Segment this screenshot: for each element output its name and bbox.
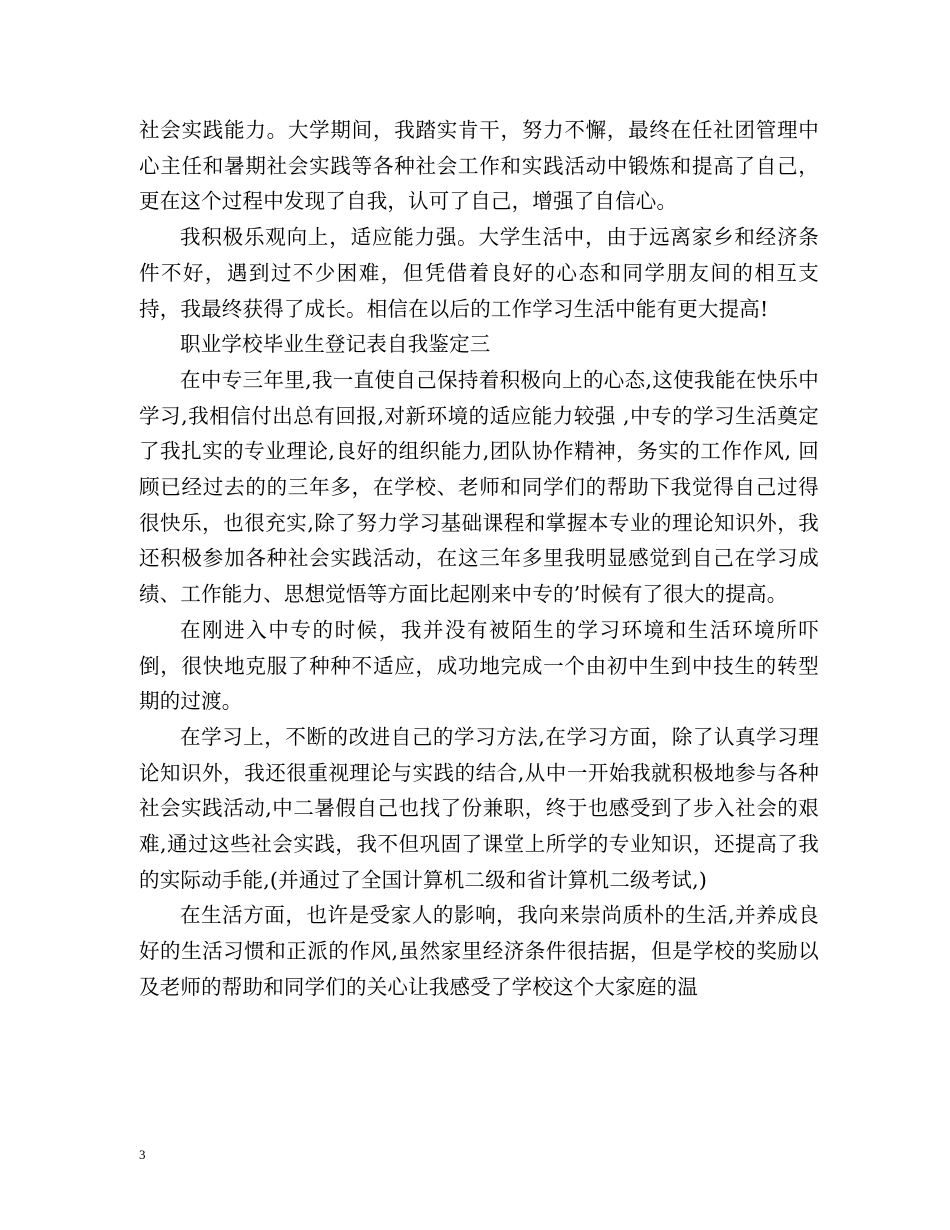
page-number: 3 — [139, 1147, 146, 1162]
paragraph-1: 社会实践能力。大学期间，我踏实肯干，努力不懈，最终在任社团管理中心主任和暑期社会实践等各种社会工作和实践活动中锻炼和提高了自己，更在这个过程中发现了自我，认可了自己，增强了自信心。 — [139, 118, 819, 214]
body-text — [139, 113, 819, 1006]
paragraph-3: 在中专三年里,我一直使自己保持着积极向上的心态,这使我能在快乐中学习,我相信付出总有回报,对新环境的适应能力较强 ,中专的学习生活奠定了我扎实的专业理论,良好的组织能力,团队协作精神，务实的工作作风, 回顾已经过去的的三年多，在学校、老师和同学们的帮助下我觉得自己过得很快乐，也很充实,除了努力学习基础课程和掌握本专业的理论知识外，我还积极参加各种社会实践活动，在这三年多里我明显感觉到自己在学习成绩、工作能力、思想觉悟等方面比起刚来中专的’时候有了很大的提高。 — [139, 367, 819, 607]
paragraph-5: 在学习上，不断的改进自己的学习方法,在学习方面，除了认真学习理论知识外，我还很重视理论与实践的结合,从中一开始我就积极地参与各种社会实践活动,中二暑假自己也找了份兼职，终于也感受到了步入社会的艰难,通过这些社会实践，我不但巩固了课堂上所学的专业知识，还提高了我的实际动手能,(并通过了全国计算机二级和省计算机二级考试,) — [139, 724, 819, 892]
paragraph-4: 在刚进入中专的时候，我并没有被陌生的学习环境和生活环境所吓倒，很快地克服了种种不适应，成功地完成一个由初中生到中技生的转型期的过渡。 — [139, 617, 819, 714]
section-heading: 职业学校毕业生登记表自我鉴定三 — [180, 332, 491, 357]
paragraph-6: 在生活方面，也许是受家人的影响，我向来崇尚质朴的生活,并养成良好的生活习惯和正派的作风,虽然家里经济条件很拮据，但是学校的奖励以及老师的帮助和同学们的关心让我感受了学校这个大家庭的温 — [139, 903, 819, 999]
paragraph-2: 我积极乐观向上，适应能力强。大学生活中，由于远离家乡和经济条件不好，遇到过不少困难，但凭借着良好的心态和同学朋友间的相互支持，我最终获得了成长。相信在以后的工作学习生活中能有更大提高! — [139, 225, 819, 321]
